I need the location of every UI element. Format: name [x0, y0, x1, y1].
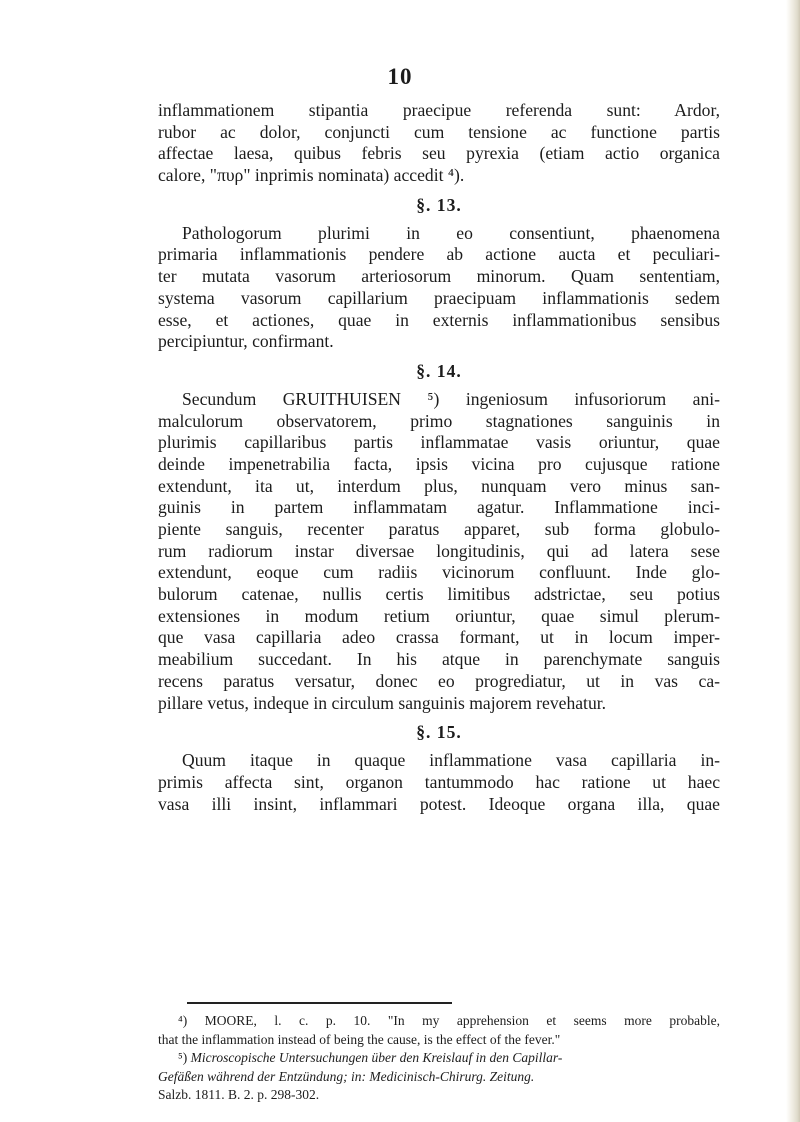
page-number: 10: [387, 64, 413, 89]
text-line: meabilium succedant. In his atque in parenchymate sanguis: [158, 649, 720, 670]
text-line: extendunt, eoque cum radiis vicinorum confluunt. Inde glo-: [158, 562, 720, 583]
section-heading-15: §. 15.: [416, 722, 462, 743]
text-line: vasa illi insint, inflammari potest. Ideoque organa illa, quae: [158, 793, 720, 814]
page-edge: [786, 0, 800, 1122]
text-line: que vasa capillaria adeo crassa formant, ut in locum imper-: [158, 627, 720, 648]
paragraph-4: [158, 750, 720, 815]
text-line: Secundum GRUITHUISEN ⁵) ingeniosum infusoriorum ani-: [182, 388, 720, 409]
paragraph-2: [158, 223, 720, 353]
text-line: pillare vetus, indeque in circulum sanguinis majorem revehatur.: [158, 692, 607, 713]
text-line: Pathologorum plurimi in eo consentiunt, phaenomena: [182, 222, 720, 243]
footnote-5-marker: ⁵): [178, 1050, 191, 1065]
footnote-5-line: [158, 1049, 720, 1068]
text-line: deinde impenetrabilia facta, ipsis vicina pro cujusque ratione: [158, 453, 720, 474]
footnote-4-line: ⁴) MOORE, l. c. p. 10. "In my apprehension et seems more probable,: [178, 1013, 720, 1028]
text-line: malculorum observatorem, primo stagnationes sanguinis in: [158, 410, 720, 431]
text-line: piente sanguis, recenter paratus apparet, sub forma globulo-: [158, 519, 720, 539]
text-line: calore, "πυρ" inprimis nominata) accedit ⁴).: [158, 165, 465, 186]
text-line: inflammationem stipantia praecipue referenda sunt: Ardor,: [158, 100, 720, 120]
text-line: esse, et actiones, quae in externis inflammationibus sensibus: [158, 309, 720, 330]
text-line: plurimis capillaribus partis inflammatae vasis oriuntur, quae: [158, 432, 720, 453]
text-line: extendunt, ita ut, interdum plus, nunquam vero minus san-: [158, 475, 720, 496]
paragraph-3: [158, 389, 720, 714]
footnote-5-line: Salzb. 1811. B. 2. p. 298-302.: [158, 1087, 320, 1102]
paragraph-1: [158, 100, 720, 187]
footnote-separator: [187, 1002, 452, 1004]
main-text: [158, 100, 720, 815]
text-line: bulorum catenae, nullis certis limitibus adstrictae, seu potius: [158, 584, 720, 605]
section-heading-14: §. 14.: [416, 360, 462, 381]
text-line: rubor ac dolor, conjuncti cum tensione ac functione partis: [158, 121, 720, 142]
footnote-5-line: Gefäßen während der Entzündung; in: Medicinisch-Chirurg. Zeitung.: [158, 1068, 535, 1084]
footnotes: [158, 1012, 720, 1105]
text-line: systema vasorum capillarium praecipuam inflammationis sedem: [158, 287, 720, 308]
text-line: ter mutata vasorum arteriosorum minorum. Quam sententiam,: [158, 266, 720, 287]
footnote-5-title: Microscopische Untersuchungen über den Kreislauf in den Capillar-: [190, 1050, 563, 1065]
text-line: recens paratus versatur, donec eo progrediatur, ut in vas ca-: [158, 670, 720, 691]
section-heading-13: §. 13.: [416, 194, 462, 215]
text-line: guinis in partem inflammatam agatur. Inflammatione inci-: [158, 497, 720, 518]
text-line: affectae laesa, quibus febris seu pyrexia (etiam actio organica: [158, 143, 720, 164]
text-line: Quum itaque in quaque inflammatione vasa capillaria in-: [182, 750, 720, 771]
text-line: primaria inflammationis pendere ab actione aucta et peculiari-: [158, 244, 720, 265]
footnote-4-line: that the inflammation instead of being the cause, is the effect of the fever.": [158, 1031, 561, 1047]
text-line: rum radiorum instar diversae longitudinis, qui ad latera sese: [158, 540, 720, 561]
text-line: percipiuntur, confirmant.: [158, 331, 334, 352]
text-line: primis affecta sint, organon tantummodo hac ratione ut haec: [158, 771, 720, 792]
text-line: extensiones in modum retium oriuntur, quae simul plerum-: [158, 605, 720, 626]
